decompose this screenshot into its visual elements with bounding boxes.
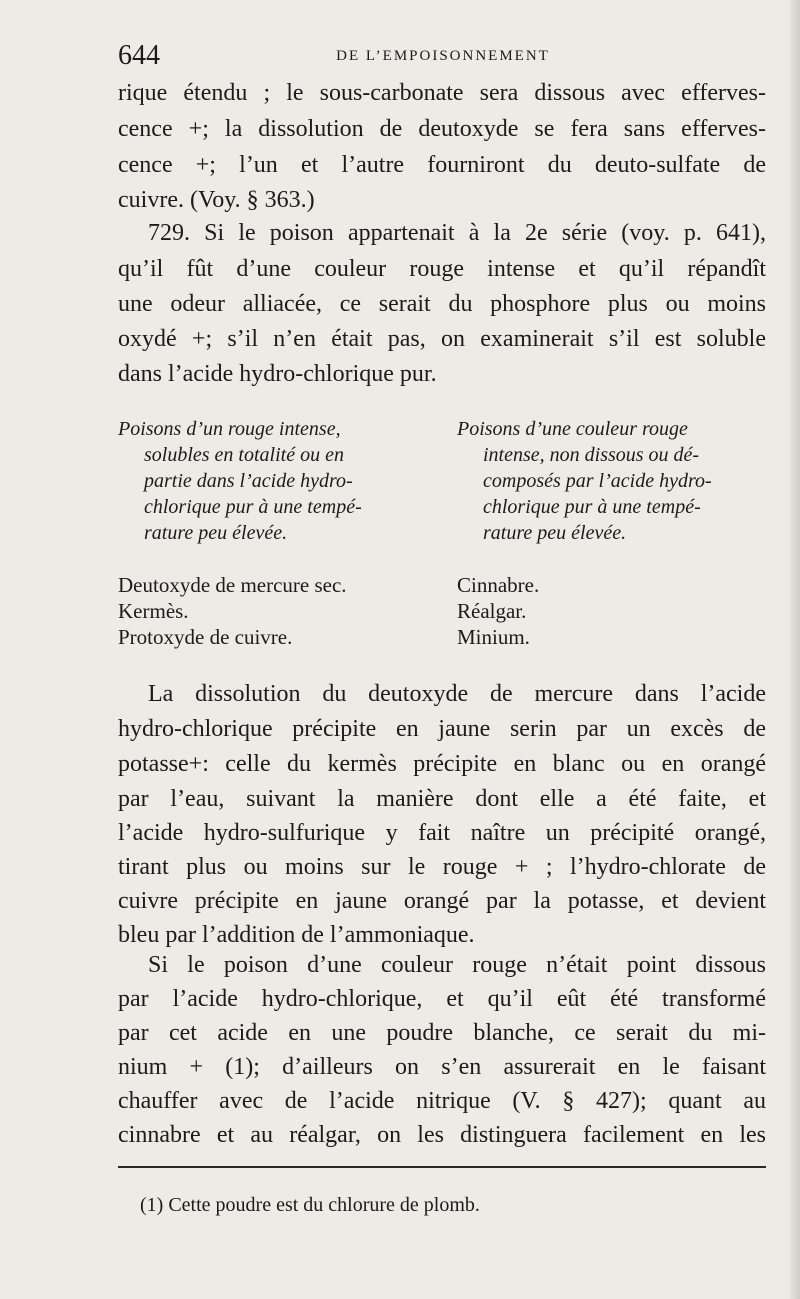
- text-line: cence +; l’un et l’autre fourniront du deuto-sulfate de: [118, 152, 766, 178]
- text-line: par l’eau, suivant la manière dont elle a été faite, et: [118, 786, 766, 812]
- text-line: chauffer avec de l’acide nitrique (V. § 427); quant au: [118, 1088, 766, 1114]
- running-title: DE L’EMPOISONNEMENT: [336, 48, 550, 64]
- heading-line: rature peu élevée.: [144, 522, 288, 544]
- left-column-list: [118, 572, 347, 650]
- text-line: cuivre. (Voy. § 363.): [118, 187, 315, 213]
- text-line: rique étendu ; le sous-carbonate sera dissous avec efferves-: [118, 80, 766, 106]
- list-item: Réalgar.: [457, 599, 527, 623]
- heading-line: chlorique pur à une tempé-: [144, 496, 362, 518]
- heading-line: Poisons d’un rouge intense,: [118, 418, 341, 440]
- text-line: potasse+: celle du kermès précipite en blanc ou en orangé: [118, 751, 766, 777]
- list-item: Protoxyde de cuivre.: [118, 625, 293, 649]
- text-line: nium + (1); d’ailleurs on s’en assurerait en le faisant: [118, 1054, 766, 1080]
- text-line: par l’acide hydro-chlorique, et qu’il eût été transformé: [118, 986, 766, 1012]
- footnote: (1) Cette poudre est du chlorure de plomb.: [140, 1194, 480, 1216]
- text-line: Si le poison d’une couleur rouge n’était point dissous: [148, 952, 766, 978]
- page-edge: [790, 0, 800, 1299]
- text-line: bleu par l’addition de l’ammoniaque.: [118, 922, 475, 948]
- heading-line: intense, non dissous ou dé-: [483, 444, 700, 466]
- right-column-heading: [457, 416, 712, 546]
- text-line: l’acide hydro-sulfurique y fait naître un précipité orangé,: [118, 820, 766, 846]
- list-item: Kermès.: [118, 599, 189, 623]
- text-line: tirant plus ou moins sur le rouge + ; l’hydro-chlorate de: [118, 854, 766, 880]
- text-line: qu’il fût d’une couleur rouge intense et qu’il répandît: [118, 256, 766, 282]
- list-item: Deutoxyde de mercure sec.: [118, 573, 347, 597]
- right-column-list: [457, 572, 539, 650]
- text-line: cuivre précipite en jaune orangé par la potasse, et devient: [118, 888, 766, 914]
- left-column-heading: [118, 416, 362, 546]
- text-line: La dissolution du deutoxyde de mercure dans l’acide: [148, 681, 766, 707]
- text-line: 729. Si le poison appartenait à la 2e série (voy. p. 641),: [148, 220, 766, 246]
- footnote-divider: [118, 1166, 766, 1168]
- text-line: une odeur alliacée, ce serait du phosphore plus ou moins: [118, 291, 766, 317]
- page-number: 644: [118, 40, 160, 71]
- text-line: hydro-chlorique précipite en jaune serin par un excès de: [118, 716, 766, 742]
- heading-line: chlorique pur à une tempé-: [483, 496, 701, 518]
- text-line: dans l’acide hydro-chlorique pur.: [118, 361, 437, 387]
- heading-line: Poisons d’une couleur rouge: [457, 418, 688, 440]
- list-item: Minium.: [457, 625, 530, 649]
- heading-line: composés par l’acide hydro-: [483, 470, 712, 492]
- text-line: oxydé +; s’il n’en était pas, on examinerait s’il est soluble: [118, 326, 766, 352]
- page-header: [118, 40, 768, 76]
- heading-line: solubles en totalité ou en: [144, 444, 344, 466]
- text-line: cence +; la dissolution de deutoxyde se fera sans efferves-: [118, 116, 766, 142]
- heading-line: partie dans l’acide hydro-: [144, 470, 353, 492]
- heading-line: rature peu élevée.: [483, 522, 627, 544]
- text-line: par cet acide en une poudre blanche, ce serait du mi-: [118, 1020, 766, 1046]
- list-item: Cinnabre.: [457, 573, 540, 597]
- text-line: cinnabre et au réalgar, on les distinguera facilement en les: [118, 1122, 766, 1148]
